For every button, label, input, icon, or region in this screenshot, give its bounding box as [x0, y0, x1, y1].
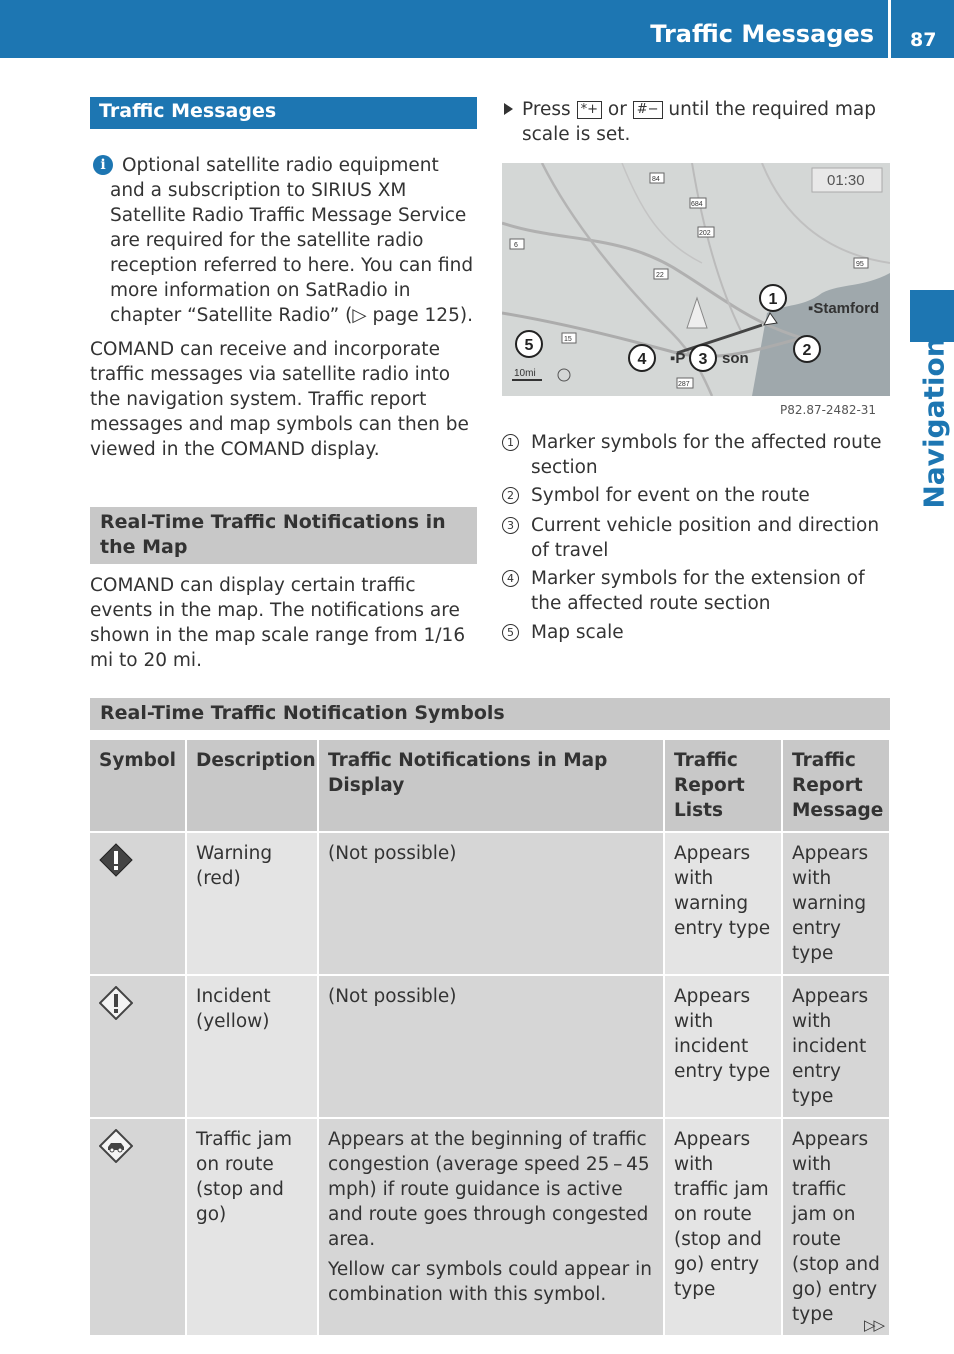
map-display-cell: (Not possible): [318, 832, 664, 975]
symbols-table: [90, 740, 891, 1337]
map-road-6: 6: [514, 242, 518, 249]
legend-number: 3: [502, 517, 519, 534]
report-lists-cell: Appears with warning entry type: [664, 832, 782, 975]
info-note: Optional satellite radio equipment and a subscription to SIRIUS XM Satellite Radio Traffic Message Service are required for the satellite radio reception referred to here. You can find more information on SatRadio in chapter “Satellite Radio” (▷ page 125).: [110, 155, 474, 326]
map-clock: 01:30: [827, 172, 865, 189]
image-reference: P82.87-2482-31: [780, 403, 877, 417]
map-scale-label: 10mi: [514, 368, 536, 379]
map-label-stamford: ▪Stamford: [808, 300, 880, 317]
description-cell: Incident (yellow): [186, 975, 318, 1118]
step-or: or: [607, 99, 627, 120]
callout-2: 2: [802, 342, 812, 359]
zoom-in-key-icon: *+: [577, 101, 602, 119]
navigation-map-screenshot: [502, 163, 890, 396]
legend-number: 4: [502, 570, 519, 587]
callout-4: 4: [637, 351, 647, 368]
map-road-22: 22: [656, 272, 664, 279]
traffic-messages-heading: Traffic Messages: [90, 97, 477, 129]
zoom-instruction: [522, 97, 892, 147]
report-message-cell: Appears with traffic jam on route (stop and go) entry type: [782, 1118, 890, 1336]
map-road-684: 684: [691, 201, 703, 208]
traffic-jam-icon: [99, 1129, 133, 1163]
legend-number: 2: [502, 487, 519, 504]
report-message-cell: Appears with warning entry type: [782, 832, 890, 975]
section-title: Traffic Messages: [650, 20, 874, 48]
legend-item: [502, 430, 886, 480]
legend-item: [502, 513, 886, 563]
callout-1: 1: [768, 291, 778, 308]
step-suffix: until the required map scale is set.: [522, 99, 877, 145]
map-road-287: 287: [678, 381, 690, 388]
intro-paragraph: COMAND can receive and incorporate traffic messages via satellite radio into the navigation system. Traffic report messages and map symbols can then be viewed in the COMAND display.: [90, 339, 469, 460]
legend-text: Map scale: [531, 622, 624, 643]
warning-icon: [99, 843, 133, 877]
legend-item: [502, 483, 886, 508]
column-header: Traffic Notifications in Map Display: [318, 740, 664, 832]
report-lists-cell: Appears with incident entry type: [664, 975, 782, 1118]
column-header: Symbol: [90, 740, 186, 832]
map-display-cell: [318, 1118, 664, 1336]
map-road-202: 202: [699, 230, 711, 237]
report-message-cell: Appears with incident entry type: [782, 975, 890, 1118]
legend-number: 5: [502, 624, 519, 641]
map-notifications-text: COMAND can display certain traffic events in the map. The notifications are shown in the map scale range from 1/16 mi to 20 mi.: [90, 575, 466, 671]
header-bar: [0, 0, 954, 58]
report-lists-cell: Appears with traffic jam on route (stop and go) entry type: [664, 1118, 782, 1336]
column-header: Traffic Report Lists: [664, 740, 782, 832]
callout-5: 5: [524, 337, 534, 354]
column-header: Description: [186, 740, 318, 832]
map-display-text: Appears at the beginning of traffic congestion (average speed 25 – 45 mph) if route guidance is active and route goes through congested area.: [328, 1129, 654, 1250]
table-header-row: [90, 740, 890, 832]
map-road-84: 84: [652, 176, 660, 183]
legend-number: 1: [502, 434, 519, 451]
step-arrow-icon: [504, 103, 513, 115]
header-divider: [888, 0, 891, 58]
column-header: Traffic Report Message: [782, 740, 890, 832]
symbol-cell: [90, 1118, 186, 1336]
symbols-table-heading: Real-Time Traffic Notification Symbols: [90, 698, 890, 730]
table-row: [90, 832, 890, 975]
map-label-son: son: [722, 350, 749, 367]
symbol-cell: [90, 832, 186, 975]
map-label-p: ▪P: [670, 350, 686, 367]
symbol-cell: [90, 975, 186, 1118]
map-display-note: Yellow car symbols could appear in combination with this symbol.: [328, 1259, 653, 1305]
map-road-15: 15: [564, 336, 572, 343]
legend-item: [502, 566, 886, 616]
incident-icon: [99, 986, 133, 1020]
table-row: [90, 975, 890, 1118]
map-road-95: 95: [856, 261, 864, 268]
step-prefix: Press: [522, 99, 571, 120]
side-tab-label: Navigation: [917, 337, 951, 509]
zoom-out-key-icon: #−: [633, 101, 663, 119]
legend-text: Marker symbols for the extension of the affected route section: [531, 568, 865, 614]
continue-arrow-icon: ▷▷: [864, 1316, 884, 1334]
legend-text: Symbol for event on the route: [531, 485, 810, 506]
legend-text: Marker symbols for the affected route section: [531, 432, 882, 478]
legend-item: [502, 620, 886, 645]
map-display-cell: (Not possible): [318, 975, 664, 1118]
map-notifications-heading: Real-Time Traffic Notifications in the Map: [90, 507, 477, 564]
description-cell: Warning (red): [186, 832, 318, 975]
page-number: 87: [910, 29, 937, 51]
table-row: [90, 1118, 890, 1336]
info-icon: i: [93, 155, 113, 175]
description-cell: Traffic jam on route (stop and go): [186, 1118, 318, 1336]
legend-text: Current vehicle position and direction of travel: [531, 515, 880, 561]
callout-3: 3: [698, 351, 708, 368]
